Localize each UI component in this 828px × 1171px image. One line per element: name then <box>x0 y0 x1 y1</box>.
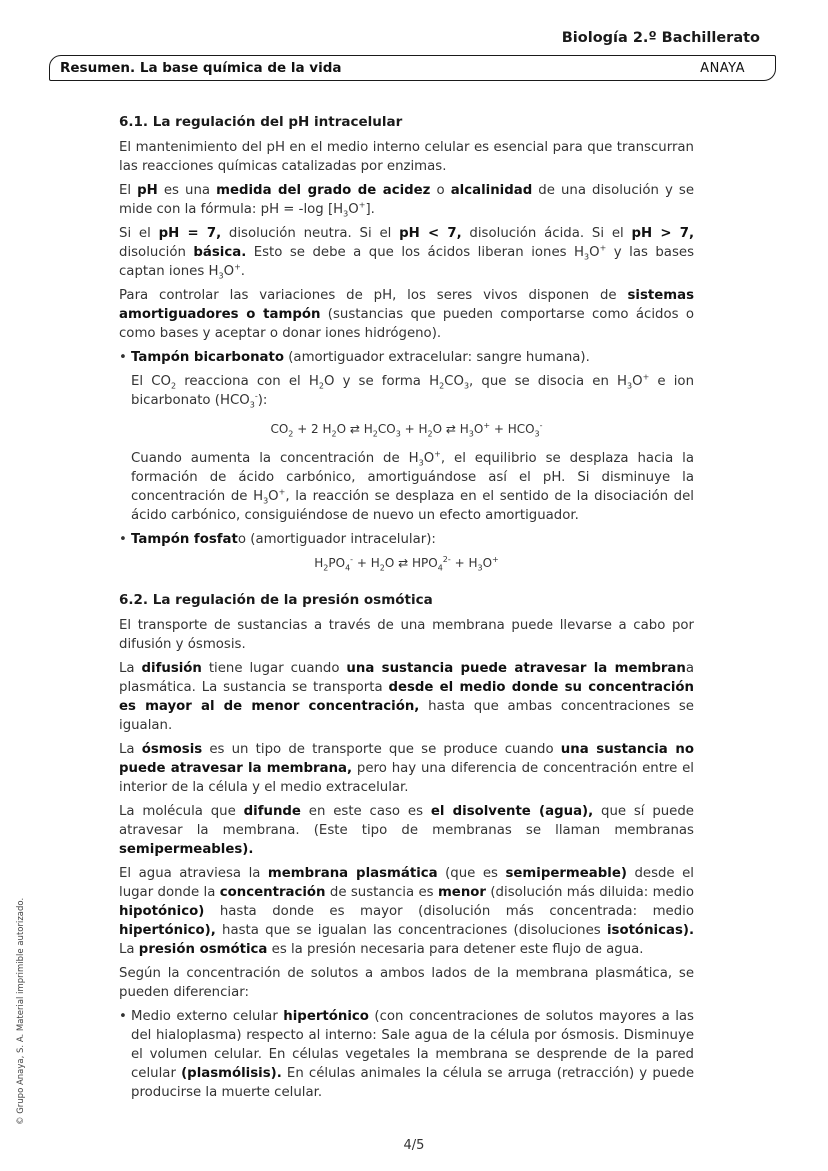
paragraph: El transporte de sustancias a través de una membrana puede llevarse a cabo por difusión y ósmosis. <box>119 618 694 652</box>
paragraph: Según la concentración de solutos a ambos lados de la membrana plasmática, se pueden diferenciar: <box>119 966 694 1000</box>
paragraph: El mantenimiento del pH en el medio interno celular es esencial para que transcurran las reacciones químicas catalizadas por enzimas. <box>119 140 694 174</box>
document-body <box>119 113 694 1107</box>
paragraph: Para controlar las variaciones de pH, los seres vivos disponen de sistemas amortiguadores o tampón (sustancias que pueden comportarse como ácidos o como bases y aceptar o donar iones hidrógeno). <box>119 288 694 341</box>
list-item: • Medio externo celular hipertónico (con concentraciones de solutos mayores a las del hialoplasma) respecto al interno: Sale agua de la célula por ósmosis. Disminuye el volumen celular. En células vegetales la membrana se desprende de la pared celular (plasmólisis). En células animales la célula se arruga (retracción) y puede producirse la muerte celular. <box>119 1007 694 1102</box>
page-title: Resumen. La base química de la vida <box>60 60 342 76</box>
paragraph: El $CO_2$ reacciona con el $H_2O$ y se forma $H_2CO_3$, que se disocia en $H_3O^+$ e ion bicarbonato $(HCO_3^-)$: <box>131 372 694 410</box>
list-item: • Tampón bicarbonato (amortiguador extracelular: sangre humana). <box>119 348 694 367</box>
paragraph: El pH es una medida del grado de acidez o alcalinidad de una disolución y se mide con la fórmula: pH = -log $[H_3O^+]$. <box>119 183 695 219</box>
paragraph: La ósmosis es un tipo de transporte que se produce cuando una sustancia no puede atravesar la membrana, pero hay una diferencia de concentración entre el interior de la célula y el medio extracelular. <box>119 742 694 795</box>
paragraph: La difusión tiene lugar cuando una sustancia puede atravesar la membrana plasmática. La sustancia se transporta desde el medio donde su concentración es mayor al de menor concentración, hasta que ambas concentraciones se igualan. <box>119 661 694 733</box>
page-number: 4/5 <box>403 1138 425 1153</box>
copyright-note: © Grupo Anaya, S. A. Material imprimible autorizado. <box>16 897 26 1125</box>
paragraph: El agua atraviesa la membrana plasmática (que es semipermeable) desde el lugar donde la concentración de sustancia es menor (disolución más diluida: medio hipotónico) hasta donde es mayor (disolución más concentrada: medio hipertónico), hasta que se igualan las concentraciones (disoluciones isotónicas). La presión osmótica es la presión necesaria para detener este flujo de agua. <box>119 866 694 957</box>
section-heading-osmotic: 6.2. La regulación de la presión osmótica <box>119 592 433 608</box>
subject-label: Biología 2.º Bachillerato <box>561 30 760 46</box>
anaya-logo: ANAYA <box>700 61 745 76</box>
paragraph: La molécula que difunde en este caso es el disolvente (agua), que sí puede atravesar la membrana. (Este tipo de membranas se llaman membranas semipermeables). <box>119 804 694 857</box>
list-item: • Tampón fosfato (amortiguador intracelular): <box>119 530 694 549</box>
header-bar <box>49 55 776 81</box>
paragraph: Cuando aumenta la concentración de $H_3O^+$, el equilibrio se desplaza hacia la formación de ácido carbónico, amortiguándose así el pH. Si disminuye la concentración de $H_3O^+$, la reacción se desplaza en el sentido de la disociación del ácido carbónico, consiguiéndose de nuevo un efecto amortiguador. <box>131 449 694 523</box>
section-heading-ph: 6.1. La regulación del pH intracelular <box>119 114 403 130</box>
equation: $H_2PO_4^- + H_2O$ ⇄ $HPO_4^{2-} + H_3O^+$ <box>314 555 499 573</box>
paragraph: Si el pH = 7, disolución neutra. Si el pH < 7, disolución ácida. Si el pH > 7, disolución básica. Esto se debe a que los ácidos liberan iones $H_3O^+$ y las bases captan iones $H_3O^+$. <box>119 226 694 281</box>
equation: $CO_2 + 2$ $H_2O$ ⇄ $H_2CO_3 + H_2O$ ⇄ $H_3O^+ + HCO_3^-$ <box>270 421 543 439</box>
